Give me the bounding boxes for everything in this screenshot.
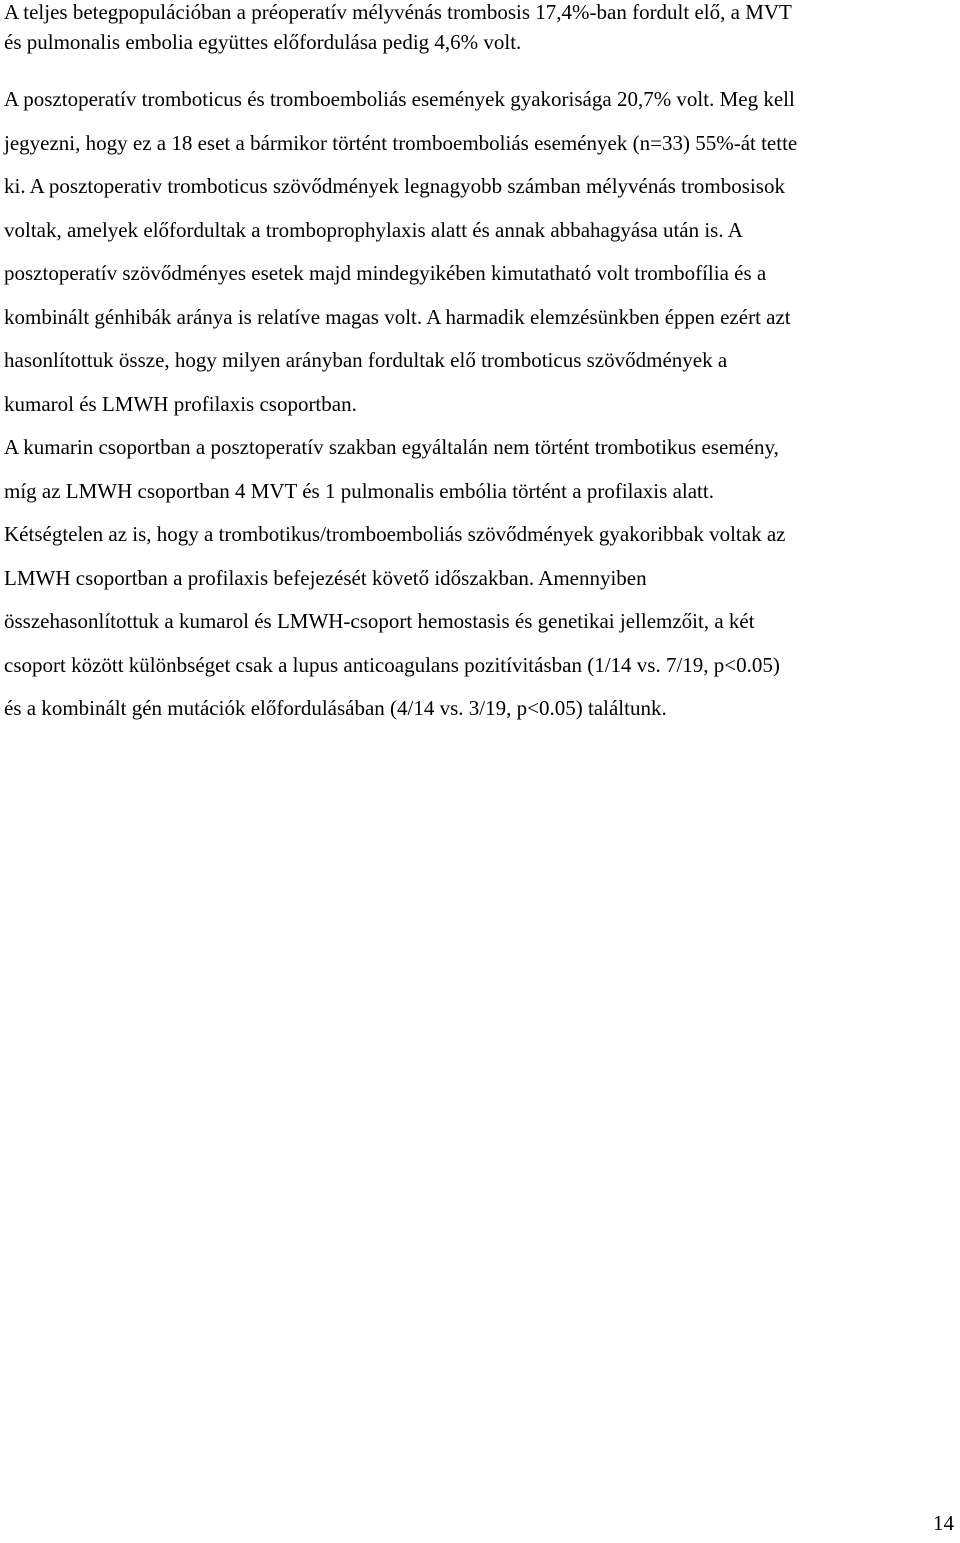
- text-line: A kumarin csoportban a posztoperatív szakban egyáltalán nem történt trombotikus esemény,: [4, 435, 779, 459]
- text-line: hasonlítottuk össze, hogy milyen arányban fordultak elő tromboticus szövődmények a: [4, 348, 728, 372]
- text-line: kumarol és LMWH profilaxis csoportban.: [4, 391, 357, 416]
- text-line: posztoperatív szövődményes esetek majd mindegyikében kimutatható volt trombofília és a: [4, 261, 767, 285]
- text-line: LMWH csoportban a profilaxis befejezését követő időszakban. Amennyiben: [4, 565, 647, 590]
- text-line: ki. A posztoperativ tromboticus szövődmények legnagyobb számban mélyvénás trombosisok: [4, 174, 785, 198]
- text-line: Kétségtelen az is, hogy a trombotikus/tromboemboliás szövődmények gyakoribbak voltak az: [4, 522, 786, 546]
- text-line: jegyezni, hogy ez a 18 eset a bármikor történt tromboemboliás események (n=33) 55%-át tette: [4, 130, 798, 155]
- text-line: összehasonlítottuk a kumarol és LMWH-csoport hemostasis és genetikai jellemzőit, a két: [4, 609, 755, 633]
- text-line: A posztoperatív tromboticus és tromboemboliás események gyakorisága 20,7% volt. Meg kell: [4, 87, 795, 111]
- text-line: és pulmonalis embolia együttes előfordulása pedig 4,6% volt.: [4, 30, 522, 54]
- paragraph-preoperative-thrombosis: [4, 0, 956, 57]
- paragraph-postoperative-events: [4, 78, 956, 731]
- text-line: voltak, amelyek előfordultak a tromboprophylaxis alatt és annak abbahagyása után is. A: [4, 217, 743, 242]
- text-line: míg az LMWH csoportban 4 MVT és 1 pulmonalis embólia történt a profilaxis alatt.: [4, 478, 714, 503]
- page-number: 14: [933, 1511, 954, 1535]
- text-line: csoport között különbséget csak a lupus anticoagulans pozitívitásban (1/14 vs. 7/19, p<0.05): [4, 652, 780, 677]
- text-line: és a kombinált gén mutációk előfordulásában (4/14 vs. 3/19, p<0.05) találtunk.: [4, 696, 667, 720]
- text-line: kombinált génhibák aránya is relatíve magas volt. A harmadik elemzésünkben éppen ezért azt: [4, 304, 791, 329]
- text-line: A teljes betegpopulációban a préoperatív mélyvénás trombosis 17,4%-ban fordult elő, a MVT: [4, 0, 792, 24]
